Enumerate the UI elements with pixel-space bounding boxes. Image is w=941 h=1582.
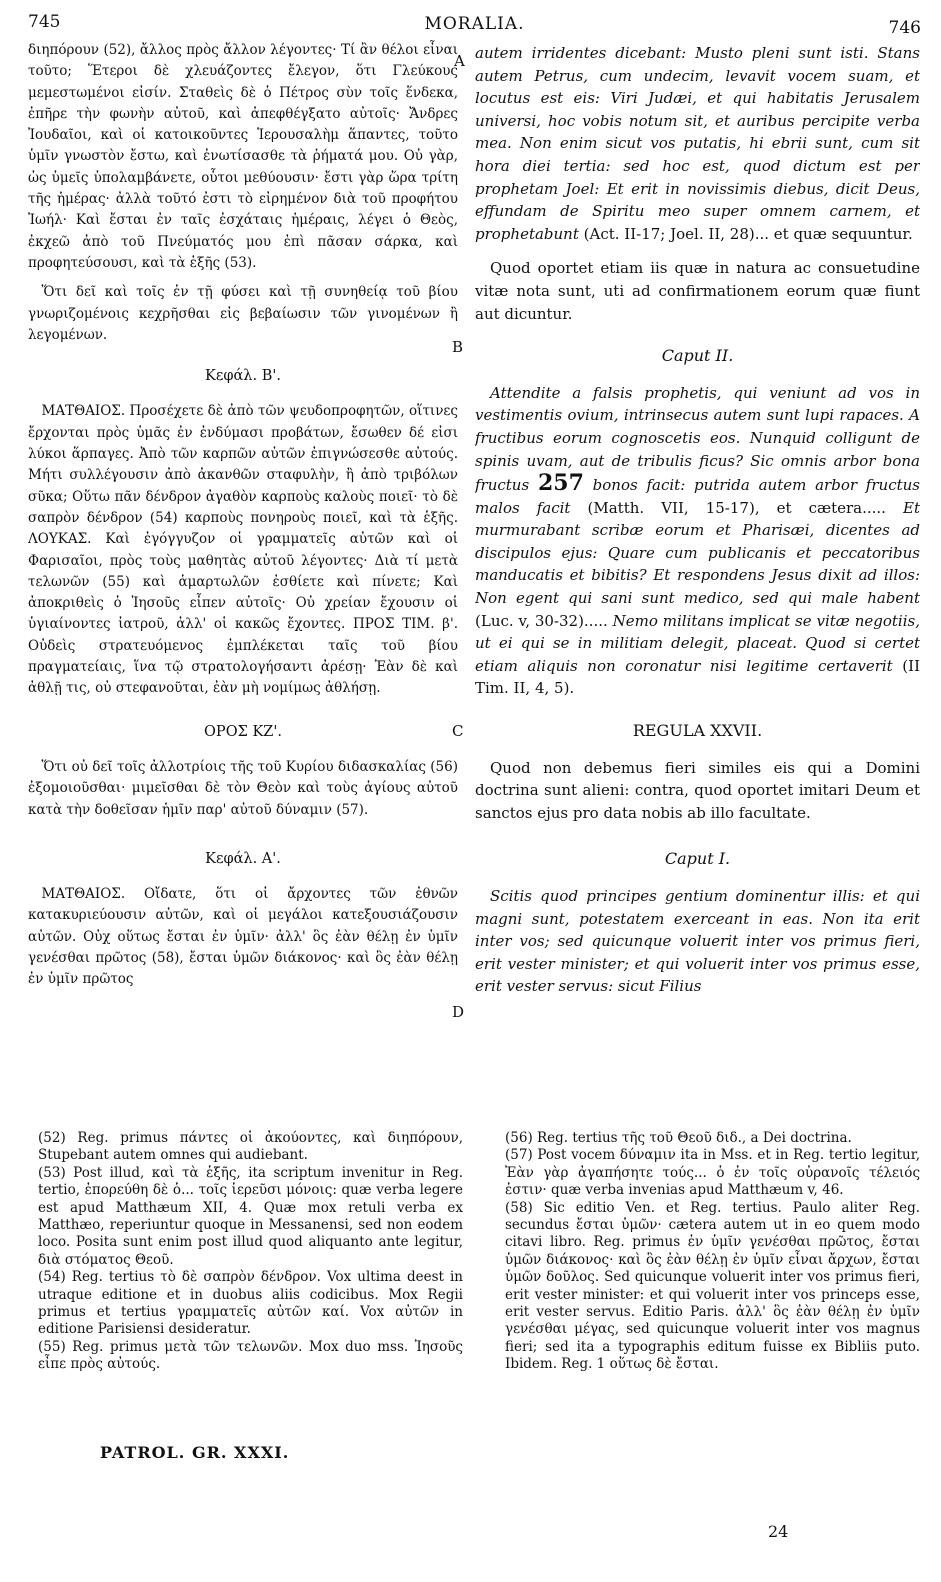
greek-paragraph: ΜΑΤΘΑΙΟΣ. Προσέχετε δὲ ἀπὸ τῶν ψευδοπροφητῶν, οἵτινες ἔρχονται πρὸς ὑμᾶς ἐν ἐνδύμασι προβάτων, ἔσωθεν δέ εἰσι λύκοι ἅρπαγες. Ἀπὸ τῶν καρπῶν αὐτῶν ἐπιγνώσεσθε αὐτούς. Μήτι συλλέγουσιν ἀπὸ ἀκανθῶν σταφυλὴν, ἢ ἀπὸ τριβόλων σῦκα; Οὕτω πᾶν δένδρον ἀγαθὸν καρποὺς καλοὺς ποιεῖ· τὸ δὲ σαπρὸν δένδρον (54) καρποὺς πονηροὺς ποιεῖ, καὶ τὰ ἑξῆς. ΛΟΥΚΑΣ. Καὶ ἐγόγγυζον οἱ γραμματεῖς αὐτῶν καὶ οἱ Φαρισαῖοι, πρὸς τοὺς μαθητὰς αὐτοῦ λέγοντες· Διὰ τί μετὰ τελωνῶν (55) καὶ ἁμαρτωλῶν ἐσθίετε καὶ πίνετε; Καὶ ἀποκριθεὶς ὁ Ἰησοῦς εἶπεν αὐτοῖς· Οὐ χρείαν ἔχουσιν οἱ ὑγιαίνοντες ἰατροῦ, ἀλλ' οἱ κακῶς ἔχοντες. ΠΡΟΣ ΤΙΜ. β'. Οὐδεὶς στρατευόμενος ἐμπλέκεται ταῖς τοῦ βίου πραγματείαις, ἵνα τῷ στρατολογήσαντι ἀρέσῃ· Ἐὰν δὲ καὶ ἀθλῇ τις, οὐ στεφανοῦται, ἐὰν μὴ νομίμως ἀθλήσῃ. — [28, 403, 458, 697]
margin-letter-c: C — [452, 722, 464, 740]
latin-paragraph: Attendite a falsis prophetis, qui veniunt ad vos in vestimentis ovium, intrinsecus autem sunt lupi rapaces. A fructibus eorum cognoscetis eos. Nunquid colligunt de spinis uvam, aut de tribulis ficus? Sic omnis arbor bona fructus 257 bonos facit: putrida autem arbor fructus malos facit (Matth. VII, 15-17), et cætera..... Et murmurabant scribæ eorum et Pharisæi, dicentes ad discipulos ejus: Quare cum publicanis et peccatoribus manducatis et bibitis? Et respondens Jesus dixit ad illos: Non egent qui sani sunt medico, sed qui male habent (Luc. v, 30-32)..... Nemo militans implicat se vitæ negotiis, ut ei qui se in militiam delegit, placeat. Quod si certet etiam aliquis non coronatur nisi legitime certaverit (II Tim. II, 4, 5). — [475, 383, 920, 698]
running-title: MORALIA. — [424, 14, 525, 34]
page-number-left: 745 — [28, 12, 61, 32]
series-footer: PATROL. GR. XXXI. — [100, 1443, 290, 1462]
greek-rubric: Ὅτι οὐ δεῖ τοῖς ἀλλοτρίοις τῆς τοῦ Κυρίου διδασκαλίας (56) ἐξομοιοῦσθαι· μιμεῖσθαι δὲ τὸν Θεὸν καὶ τοὺς ἁγίους αὐτοῦ κατὰ τὴν δοθεῖσαν ἡμῖν παρ' αὐτοῦ δύναμιν (57). — [28, 758, 458, 818]
greek-column — [28, 40, 458, 1120]
signature-number: 24 — [768, 1522, 789, 1541]
footnote: (55) Reg. primus μετὰ τῶν τελωνῶν. Mox duo mss. Ἰησοῦς εἶπε πρὸς αὐτούς. — [38, 1338, 463, 1373]
greek-paragraph: ΜΑΤΘΑΙΟΣ. Οἴδατε, ὅτι οἱ ἄρχοντες τῶν ἐθνῶν κατακυριεύουσιν αὐτῶν, καὶ οἱ μεγάλοι κατεξουσιάζουσιν αὐτῶν. Οὐχ οὕτως ἔσται ἐν ὑμῖν· ἀλλ' ὃς ἐὰν θέλῃ ἐν ὑμῖν γενέσθαι πρῶτος (58), ἔσται ὑμῶν διάκονος· καὶ ὃς ἐὰν θέλῃ ἐν ὑμῖν πρῶτος — [28, 886, 458, 988]
page-number-right: 746 — [888, 18, 921, 38]
footnote: (57) Post vocem δύναμιν ita in Mss. et in Reg. tertio legitur, Ἐὰν γὰρ ἀγαπήσητε τούς... ὁ ἐν τοῖς οὐρανοῖς τέλειός ἐστιν· quæ verba invenias apud Matthæum v, 46. — [505, 1147, 920, 1199]
latin-column — [475, 42, 920, 1122]
latin-chapter-heading: Caput I. — [664, 849, 731, 869]
greek-paragraph: διηπόρουν (52), ἄλλος πρὸς ἄλλον λέγοντες· Τί ἂν θέλοι εἶναι τοῦτο; Ἕτεροι δὲ χλευάζοντες ἔλεγον, ὅτι Γλεύκους μεμεστωμένοι εἰσίν. Σταθεὶς δὲ ὁ Πέτρος σὺν τοῖς ἕνδεκα, ἐπῆρε τὴν φωνὴν αὐτοῦ, καὶ ἀπεφθέγξατο αὐτοῖς· Ἄνδρες Ἰουδαῖοι, καὶ οἱ κατοικοῦντες Ἱερουσαλὴμ ἅπαντες, τοῦτο ὑμῖν γνωστὸν ἔστω, καὶ ἐνωτίσασθε τὰ ῥήματά μου. Οὐ γὰρ, ὡς ὑμεῖς ὑπολαμβάνετε, οὗτοι μεθύουσιν· ἔστι γὰρ ὥρα τρίτη τῆς ἡμέρας· ἀλλὰ τοῦτό ἐστι τὸ εἰρημένον διὰ τοῦ προφήτου Ἰωήλ· Καὶ ἔσται ἐν ταῖς ἐσχάταις ἡμέραις, λέγει ὁ Θεὸς, ἐκχεῶ ἀπὸ τοῦ Πνεύματός μου ἐπὶ πᾶσαν σάρκα, καὶ προφητεύσουσι, καὶ τὰ ἑξῆς (53). — [28, 42, 458, 271]
greek-rule-heading: ΟΡΟΣ ΚΖ'. — [204, 723, 282, 740]
latin-rule-heading: REGULA XXVII. — [632, 721, 763, 741]
margin-letter-a: A — [454, 52, 465, 70]
footnote: (53) Post illud, καὶ τὰ ἑξῆς, ita scriptum invenitur in Reg. tertio, ἐπορεύθη δὲ ὁ... τοῖς ἱερεῦσι μόνοις: quæ verba legere est apud Matthæum XII, 4. Quæ mox retuli verba ex Matthæo, reperiuntur quoque in Messanensi, sed non eodem loco. Posita sunt enim post illud quod aliquanto ante legitur, διὰ στόματος Θεοῦ. — [38, 1164, 463, 1268]
running-header — [28, 12, 921, 38]
margin-letter-b: B — [452, 338, 464, 356]
latin-paragraph: Scitis quod principes gentium dominentur illis: et qui magni sunt, potestatem exerceant in eas. Non ita erit inter vos; sed quicunque voluerit inter vos primus fieri, erit vester minister; et qui voluerit inter vos primus esse, erit vester servus: sicut Filius — [475, 887, 920, 996]
margin-letter-d: D — [452, 1003, 465, 1021]
latin-paragraph: autem irridentes dicebant: Musto pleni sunt isti. Stans autem Petrus, cum undecim, levavit vocem suam, et locutus est eis: Viri Judæi, et qui habitatis Jerusalem universi, hoc vobis notum sit, et auribus percipite verba mea. Non enim sicut vos putatis, hi ebrii sunt, cum sit hora diei tertia: sed hoc est, quod dictum est per prophetam Joel: Et erit in novissimis diebus, dicit Deus, effundam de Spiritu meo super omnem carnem, et prophetabunt (Act. II-17; Joel. II, 28)... et quæ sequuntur. — [475, 44, 920, 243]
greek-chapter-heading: Κεφάλ. Β'. — [205, 368, 281, 385]
latin-rubric: Quod oportet etiam iis quæ in natura ac consuetudine vitæ nota sunt, uti ad confirmationem eorum quæ fiunt aut dicuntur. — [475, 259, 920, 323]
footnote: (52) Reg. primus πάντες οἱ ἀκούοντες, καὶ διηπόρουν, Stupebant autem omnes qui audiebant. — [38, 1130, 463, 1164]
latin-chapter-heading: Caput II. — [661, 346, 734, 366]
greek-chapter-heading: Κεφάλ. Α'. — [205, 850, 281, 867]
footnotes-right — [505, 1130, 920, 1520]
footnotes-left — [38, 1130, 463, 1430]
footnote: (54) Reg. tertius τὸ δὲ σαπρὸν δένδρον. Vox ultima deest in utraque editione et in duobus aliis codicibus. Mox Regii primus et tertius γραμματεῖς αὐτῶν καί. Vox αὐτῶν in editione Parisiensi desideratur. — [38, 1269, 463, 1338]
footnote: (56) Reg. tertius τῆς τοῦ Θεοῦ διδ., a Dei doctrina. — [505, 1130, 852, 1146]
latin-rubric: Quod non debemus fieri similes eis qui a Domini doctrina sunt alieni: contra, quod oportet imitari Deum et sanctos ejus pro data nobis ab illo facultate. — [475, 758, 920, 822]
column-number: 257 — [537, 470, 584, 497]
footnote: (58) Sic editio Ven. et Reg. tertius. Paulo aliter Reg. secundus ἔσται ὑμῶν· cætera autem ut in eo quem modo citavi libro. Reg. primus ἐν ὑμῖν γενέσθαι πρῶτος, ἔσται ὑμῶν διάκονος· καὶ ὃς ἐὰν θέλῃ ἐν ὑμῖν εἶναι ἄρχων, ἔσται ὑμῶν δοῦλος. Sed quicunque voluerit inter vos primus fieri, erit vester minister: et qui voluerit inter vos princeps esse, erit vester servus. Editio Paris. ἀλλ' ὃς ἐὰν θέλῃ ἐν ὑμῖν γενέσθαι μέγας, sed quicunque voluerit inter vos magnus fieri; sed ita a typographis editum fuisse ex Bibliis puto. Ibidem. Reg. 1 οὕτως δὲ ἔσται. — [505, 1199, 920, 1373]
greek-rubric: Ὅτι δεῖ καὶ τοῖς ἐν τῇ φύσει καὶ τῇ συνηθείᾳ τοῦ βίου γνωριζομένοις κεχρῆσθαι εἰς βεβαίωσιν τῶν γινομένων ἢ λεγομένων. — [28, 284, 458, 343]
